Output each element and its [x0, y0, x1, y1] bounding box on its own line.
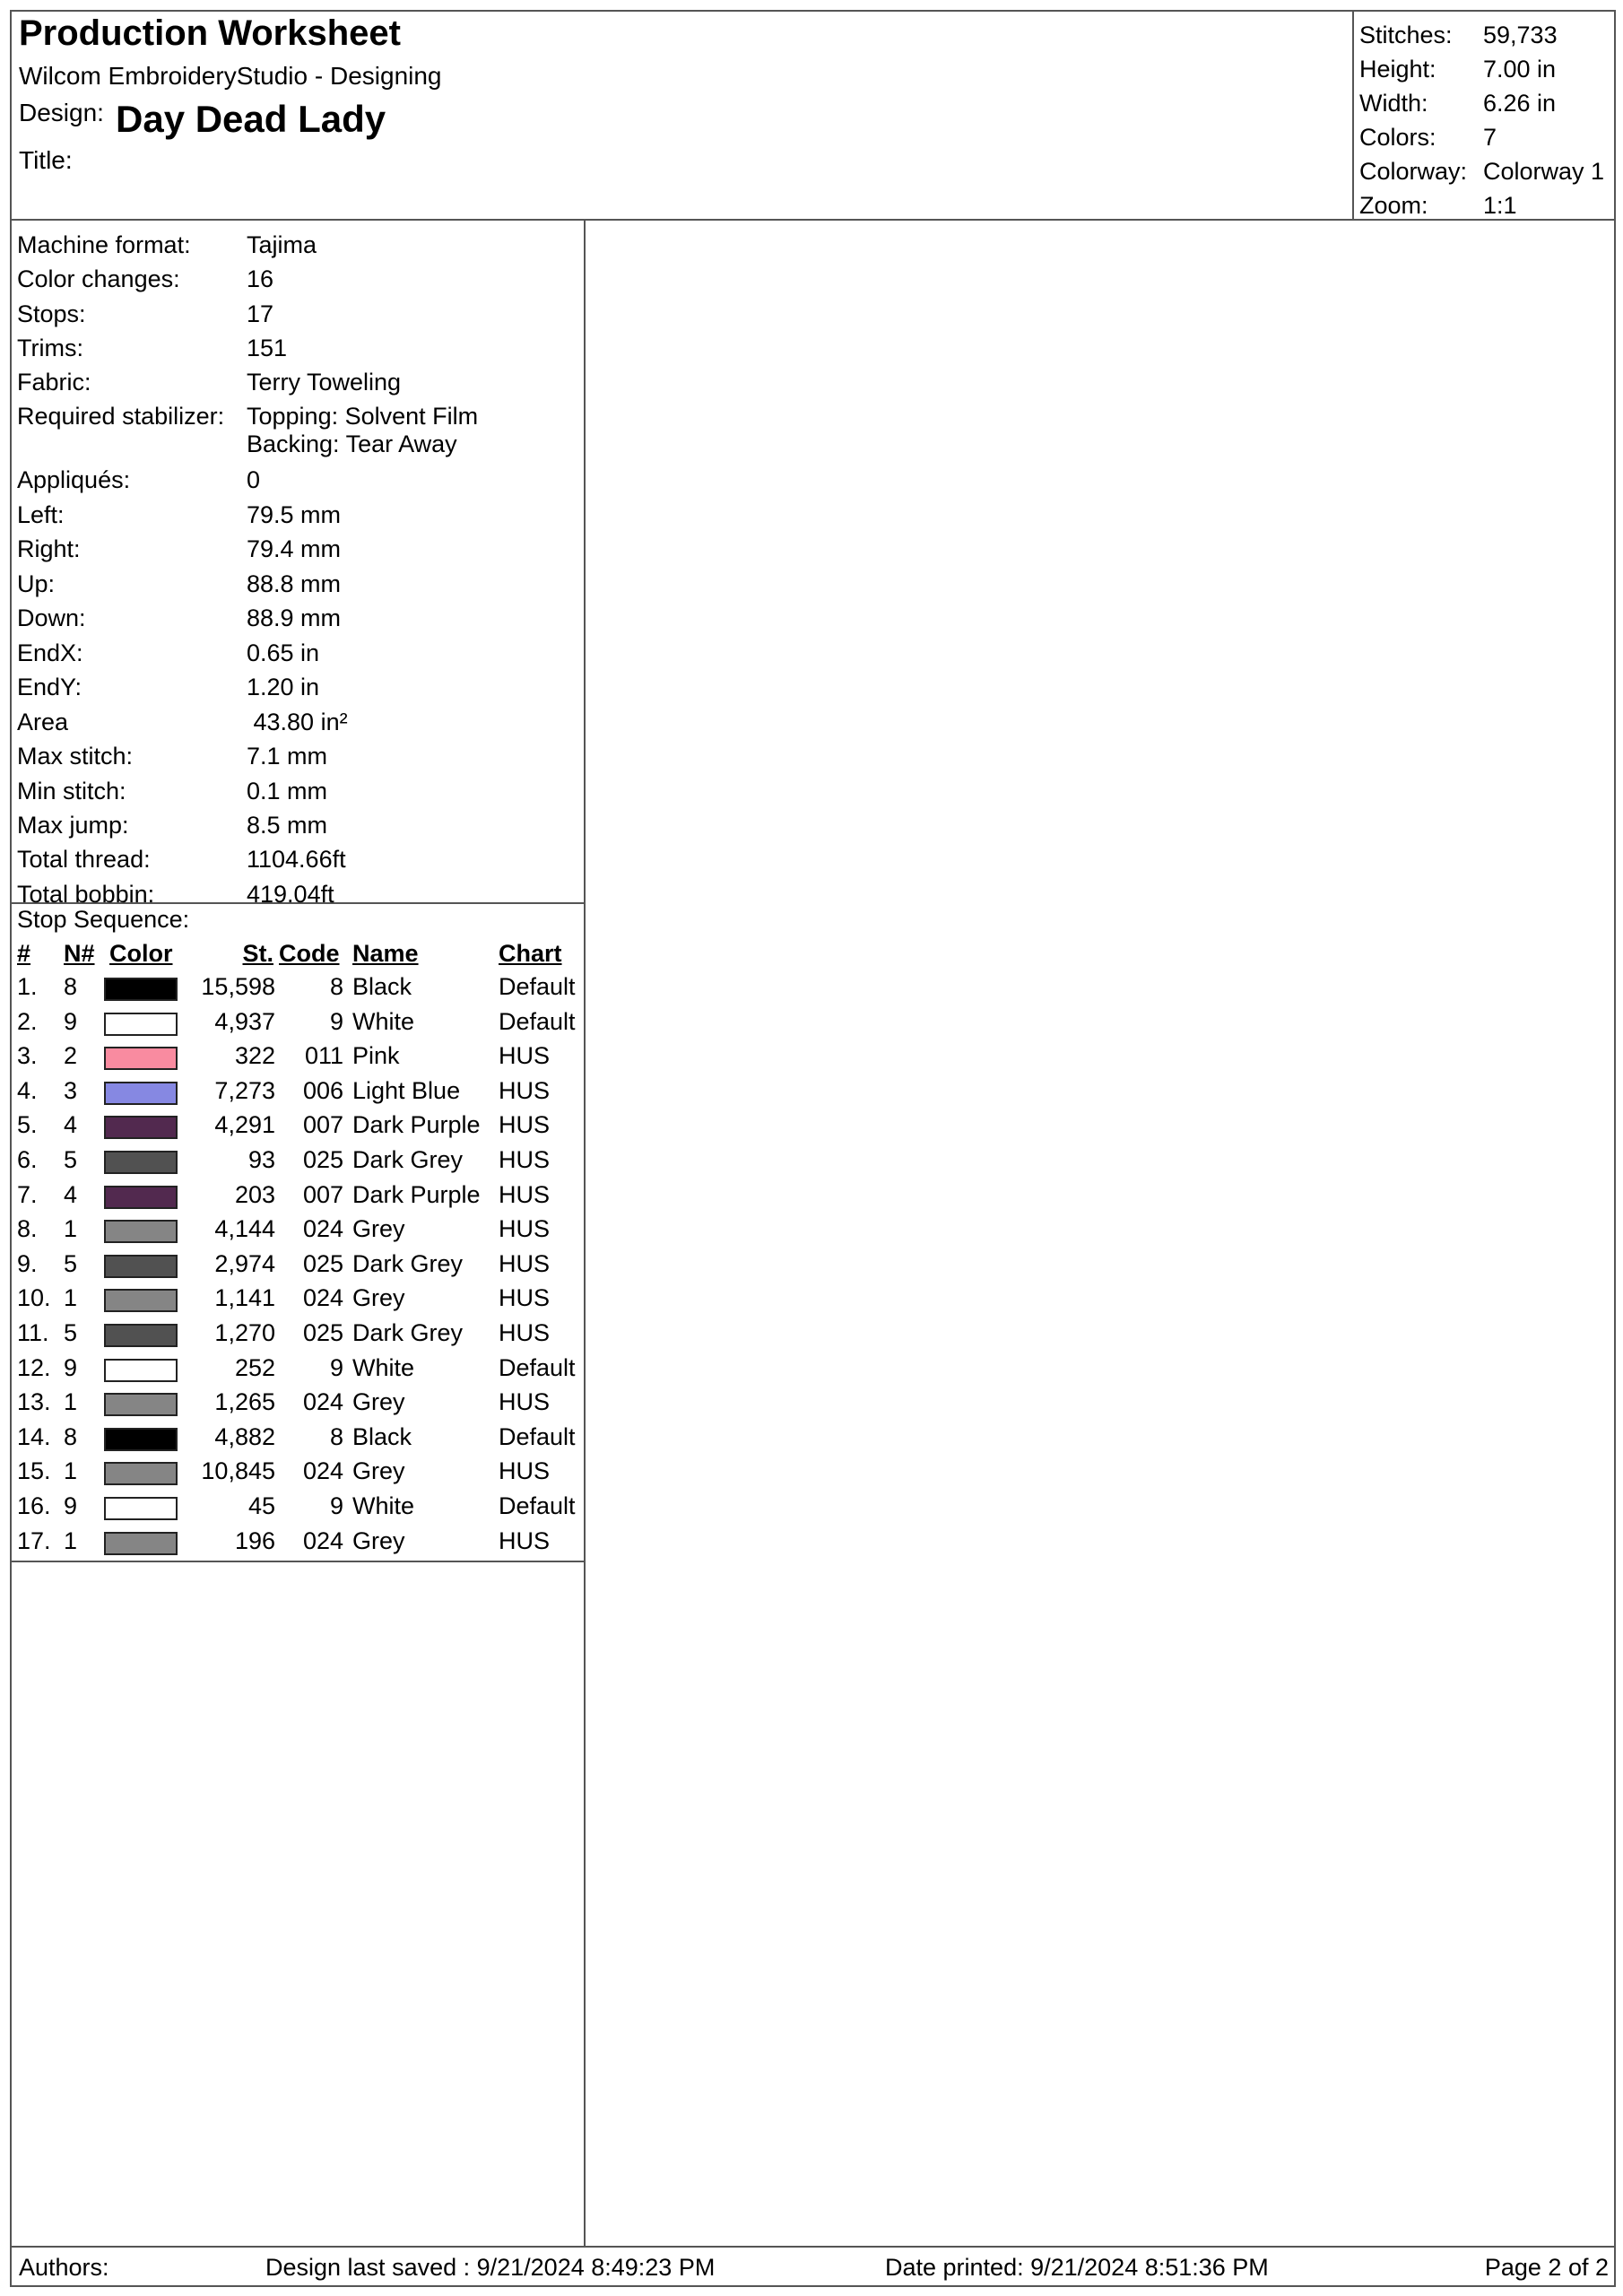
color-swatch [104, 1013, 178, 1036]
stop-row [12, 1215, 586, 1249]
property-value: 0 [247, 466, 261, 493]
column-header-name: Name [352, 940, 419, 967]
color-swatch [104, 1047, 178, 1070]
needle-number: 2 [64, 1042, 78, 1070]
stop-row [12, 1284, 586, 1318]
thread-code: 007 [302, 1111, 343, 1139]
stop-sequence-table [12, 904, 584, 1562]
page-number: Page 2 of 2 [1484, 2254, 1609, 2281]
thread-name: Light Blue [352, 1076, 461, 1104]
column-header-chart: Chart [499, 940, 562, 967]
property-value: 88.9 mm [247, 604, 342, 631]
stitch-count: 203 [234, 1180, 275, 1208]
thread-chart: HUS [499, 1284, 551, 1312]
summary-label: Colorway: [1359, 158, 1468, 185]
thread-name: White [352, 1492, 415, 1519]
stop-row [12, 1423, 586, 1457]
property-label: Required stabilizer: [17, 403, 225, 430]
thread-code: 9 [329, 1007, 343, 1035]
thread-code: 024 [302, 1388, 343, 1416]
property-value: 16 [247, 265, 274, 292]
worksheet-header [12, 12, 1614, 221]
stop-index: 17. [17, 1526, 51, 1554]
authors-label: Authors: [19, 2254, 109, 2281]
property-value: 79.4 mm [247, 535, 342, 562]
summary-label: Zoom: [1359, 192, 1428, 219]
thread-chart: Default [499, 1007, 576, 1035]
worksheet-title: Production Worksheet [19, 13, 401, 53]
summary-value: 7 [1483, 124, 1497, 151]
thread-code: 025 [302, 1319, 343, 1346]
summary-value: 7.00 in [1483, 56, 1557, 83]
thread-chart: HUS [499, 1319, 551, 1346]
design-properties [12, 219, 584, 908]
needle-number: 1 [64, 1215, 78, 1243]
stitch-count: 252 [234, 1353, 275, 1381]
property-value: 8.5 mm [247, 812, 328, 839]
property-label: EndX: [17, 639, 83, 666]
summary-value: Colorway 1 [1483, 158, 1605, 185]
needle-number: 1 [64, 1457, 78, 1485]
color-swatch [104, 1428, 178, 1451]
needle-number: 5 [64, 1249, 78, 1277]
thread-chart: HUS [499, 1042, 551, 1070]
thread-code: 006 [302, 1076, 343, 1104]
needle-number: 5 [64, 1146, 78, 1173]
property-label: Fabric: [17, 369, 91, 396]
thread-name: Grey [352, 1526, 405, 1554]
stop-row [12, 973, 586, 1007]
stitch-count: 4,937 [214, 1007, 275, 1035]
thread-chart: HUS [499, 1146, 551, 1173]
thread-code: 011 [304, 1042, 343, 1070]
thread-name: Dark Purple [352, 1111, 481, 1139]
stop-row [12, 1388, 586, 1422]
needle-number: 4 [64, 1180, 78, 1208]
property-label: Right: [17, 535, 81, 562]
worksheet-footer [12, 2246, 1614, 2285]
stitch-count: 1,141 [214, 1284, 275, 1312]
stop-row [12, 1008, 586, 1042]
stop-row [12, 1492, 586, 1526]
thread-name: Black [352, 1422, 412, 1450]
thread-name: White [352, 1353, 415, 1381]
thread-name: Dark Grey [352, 1146, 464, 1173]
stop-index: 7. [17, 1180, 38, 1208]
color-swatch [104, 1324, 178, 1347]
needle-number: 4 [64, 1111, 78, 1139]
thread-chart: Default [499, 1353, 576, 1381]
stop-row [12, 1077, 586, 1111]
property-value: 0.1 mm [247, 778, 328, 804]
property-label: Left: [17, 501, 65, 528]
thread-chart: Default [499, 973, 576, 1000]
thread-name: Grey [352, 1388, 405, 1416]
thread-code: 024 [302, 1284, 343, 1312]
needle-number: 1 [64, 1284, 78, 1312]
property-label: Area [17, 709, 69, 735]
property-label: EndY: [17, 674, 82, 700]
stitch-count: 1,270 [214, 1319, 275, 1346]
stitch-count: 2,974 [214, 1249, 275, 1277]
summary-value: 6.26 in [1483, 90, 1557, 117]
thread-code: 9 [329, 1492, 343, 1519]
needle-number: 9 [64, 1353, 78, 1381]
software-name: Wilcom EmbroideryStudio - Designing [19, 62, 442, 90]
needle-number: 8 [64, 1422, 78, 1450]
needle-number: 1 [64, 1526, 78, 1554]
stop-row [12, 1354, 586, 1388]
column-header-color: Color [109, 940, 173, 967]
stop-row [12, 1250, 586, 1284]
summary-label: Width: [1359, 90, 1428, 117]
stabilizer-backing: Backing: Tear Away [247, 430, 457, 457]
stop-index: 10. [17, 1284, 51, 1312]
column-header-needle: N# [64, 940, 95, 967]
summary-value: 1:1 [1483, 192, 1517, 219]
color-swatch [104, 1532, 178, 1555]
stop-index: 11. [17, 1319, 49, 1346]
property-value [247, 403, 478, 458]
stop-index: 15. [17, 1457, 51, 1485]
thread-name: Black [352, 973, 412, 1000]
needle-number: 8 [64, 973, 78, 1000]
property-label: Up: [17, 570, 56, 597]
stitch-count: 4,291 [214, 1111, 275, 1139]
color-swatch [104, 1255, 178, 1278]
color-swatch [104, 1393, 178, 1416]
stitch-count: 45 [247, 1492, 275, 1519]
summary-label: Stitches: [1359, 22, 1453, 48]
stitch-count: 10,845 [201, 1457, 275, 1485]
column-header-code: Code [279, 940, 340, 967]
thread-code: 024 [302, 1526, 343, 1554]
property-value: 1104.66ft [247, 846, 346, 873]
stop-index: 13. [17, 1388, 51, 1416]
thread-chart: HUS [499, 1526, 551, 1554]
stop-row [12, 1527, 586, 1561]
color-swatch [104, 1151, 178, 1174]
color-swatch [104, 1462, 178, 1485]
needle-number: 3 [64, 1076, 78, 1104]
stop-index: 8. [17, 1215, 38, 1243]
property-value: Tajima [247, 231, 317, 258]
thread-code: 024 [302, 1215, 343, 1243]
property-value: 0.65 in [247, 639, 320, 666]
stop-index: 2. [17, 1007, 38, 1035]
thread-code: 025 [302, 1146, 343, 1173]
stop-index: 12. [17, 1353, 51, 1381]
thread-name: Grey [352, 1215, 405, 1243]
needle-number: 9 [64, 1492, 78, 1519]
needle-number: 1 [64, 1388, 78, 1416]
property-value: 88.8 mm [247, 570, 342, 597]
stop-index: 14. [17, 1422, 51, 1450]
color-swatch [104, 1359, 178, 1382]
color-swatch [104, 1220, 178, 1243]
property-value: Terry Toweling [247, 369, 402, 396]
thread-name: Dark Purple [352, 1180, 481, 1208]
property-value: 1.20 in [247, 674, 320, 700]
thread-chart: Default [499, 1492, 576, 1519]
thread-chart: HUS [499, 1215, 551, 1243]
summary-panel [1352, 12, 1614, 219]
stop-row [12, 1319, 586, 1353]
thread-code: 024 [302, 1457, 343, 1485]
stop-index: 3. [17, 1042, 38, 1070]
property-label: Total bobbin: [17, 881, 155, 908]
stitch-count: 15,598 [201, 973, 275, 1000]
stop-index: 1. [17, 973, 38, 1000]
stop-row [12, 1457, 586, 1492]
stabilizer-topping: Topping: Solvent Film [247, 403, 479, 430]
thread-chart: HUS [499, 1111, 551, 1139]
column-header-stitches: St. [242, 940, 273, 967]
design-label: Design: [19, 99, 104, 126]
property-value: 79.5 mm [247, 501, 342, 528]
property-value: 17 [247, 300, 274, 327]
stitch-count: 7,273 [214, 1076, 275, 1104]
thread-code: 9 [329, 1353, 343, 1381]
color-swatch [104, 1186, 178, 1209]
last-saved: Design last saved : 9/21/2024 8:49:23 PM [265, 2254, 716, 2281]
title-label: Title: [19, 146, 73, 174]
stitch-count: 93 [247, 1146, 275, 1173]
property-label: Stops: [17, 300, 86, 327]
color-swatch [104, 978, 178, 1001]
thread-code: 8 [329, 1422, 343, 1450]
worksheet-sheet [10, 10, 1616, 2287]
stop-index: 9. [17, 1249, 38, 1277]
thread-name: Grey [352, 1457, 405, 1485]
property-label: Min stitch: [17, 778, 126, 804]
property-value: 43.80 in² [247, 709, 348, 735]
thread-name: Pink [352, 1042, 400, 1070]
color-swatch [104, 1289, 178, 1312]
stop-index: 16. [17, 1492, 51, 1519]
stitch-count: 4,882 [214, 1422, 275, 1450]
thread-name: Dark Grey [352, 1249, 464, 1277]
summary-label: Height: [1359, 56, 1436, 83]
property-label: Trims: [17, 335, 83, 361]
design-name: Day Dead Lady [116, 98, 386, 140]
needle-number: 5 [64, 1319, 78, 1346]
thread-name: Dark Grey [352, 1319, 464, 1346]
stop-row [12, 1181, 586, 1215]
thread-chart: HUS [499, 1180, 551, 1208]
stitch-count: 196 [234, 1526, 275, 1554]
stitch-count: 1,265 [214, 1388, 275, 1416]
stitch-count: 4,144 [214, 1215, 275, 1243]
thread-code: 025 [302, 1249, 343, 1277]
stop-row [12, 1146, 586, 1180]
thread-name: Grey [352, 1284, 405, 1312]
thread-chart: HUS [499, 1249, 551, 1277]
summary-label: Colors: [1359, 124, 1436, 151]
color-swatch [104, 1497, 178, 1520]
thread-chart: Default [499, 1422, 576, 1450]
details-column [12, 219, 586, 2246]
column-header-number: # [17, 940, 31, 967]
needle-number: 9 [64, 1007, 78, 1035]
stop-index: 4. [17, 1076, 38, 1104]
property-label: Appliqués: [17, 466, 131, 493]
thread-chart: HUS [499, 1076, 551, 1104]
stitch-count: 322 [234, 1042, 275, 1070]
summary-value: 59,733 [1483, 22, 1558, 48]
stop-sequence-title: Stop Sequence: [17, 906, 190, 933]
stop-index: 6. [17, 1146, 38, 1173]
thread-code: 007 [302, 1180, 343, 1208]
property-label: Max stitch: [17, 743, 134, 770]
property-label: Down: [17, 604, 86, 631]
property-label: Machine format: [17, 231, 191, 258]
date-printed: Date printed: 9/21/2024 8:51:36 PM [885, 2254, 1269, 2281]
thread-name: White [352, 1007, 415, 1035]
property-label: Max jump: [17, 812, 129, 839]
thread-chart: HUS [499, 1388, 551, 1416]
property-value: 419.04ft [247, 881, 334, 908]
color-swatch [104, 1082, 178, 1105]
stop-index: 5. [17, 1111, 38, 1139]
property-label: Total thread: [17, 846, 151, 873]
property-value: 7.1 mm [247, 743, 328, 770]
thread-chart: HUS [499, 1457, 551, 1485]
property-label: Color changes: [17, 265, 180, 292]
color-swatch [104, 1116, 178, 1139]
property-value: 151 [247, 335, 288, 361]
thread-code: 8 [329, 973, 343, 1000]
stop-row [12, 1042, 586, 1076]
stop-row [12, 1111, 586, 1145]
